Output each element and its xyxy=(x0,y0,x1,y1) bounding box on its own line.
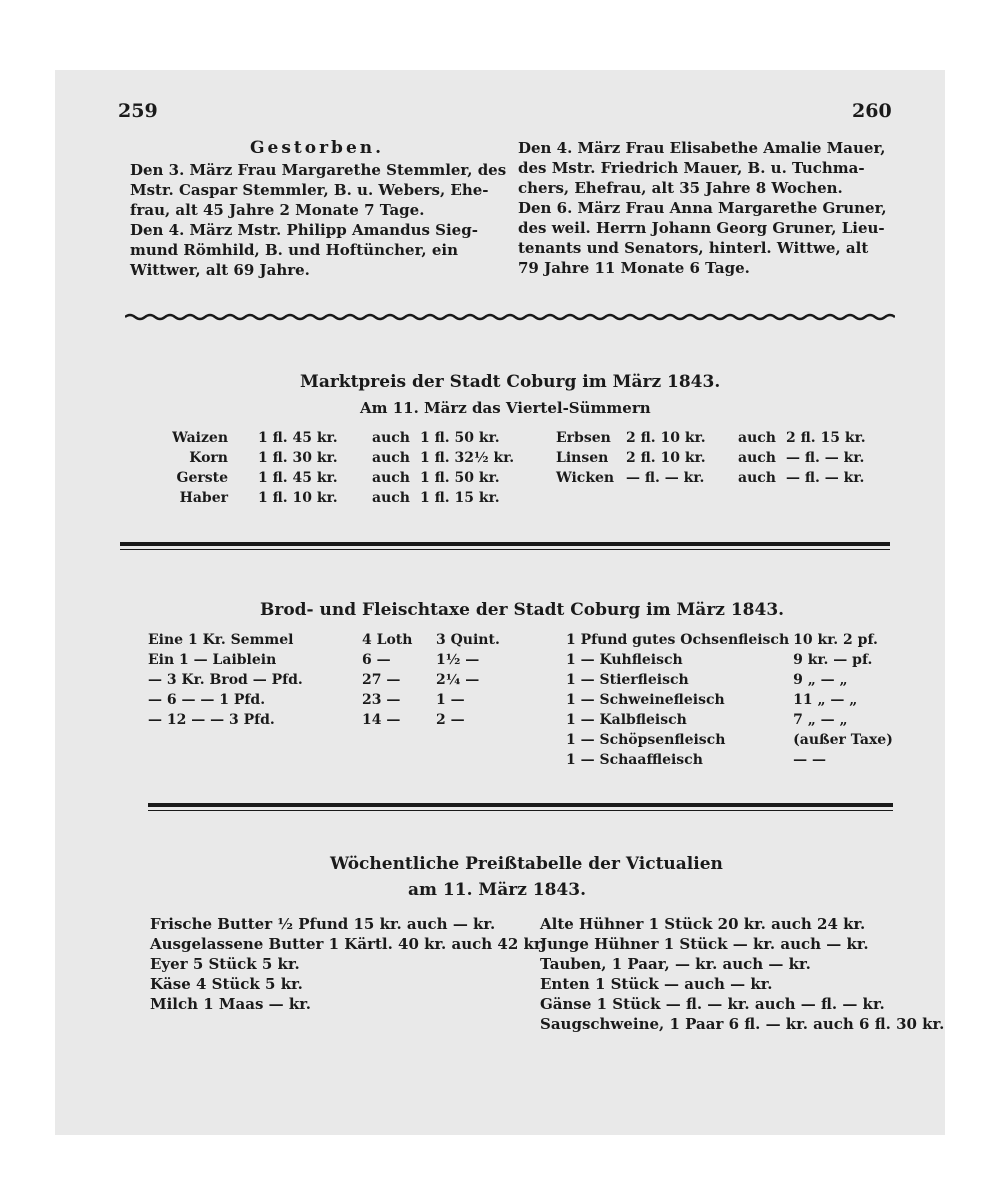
meat-item: 1 — Kalbfleisch xyxy=(566,712,687,728)
market-price-high: 1 fl. 50 kr. xyxy=(420,430,500,446)
bread-item: Eine 1 Kr. Semmel xyxy=(148,632,294,648)
victuals-right-line: Tauben, 1 Paar, — kr. auch — kr. xyxy=(540,955,811,973)
deaths-left-line: frau, alt 45 Jahre 2 Monate 7 Tage. xyxy=(130,201,425,219)
deaths-right-column xyxy=(518,138,887,278)
victuals-right-line: Enten 1 Stück — auch — kr. xyxy=(540,975,773,993)
meat-item: 1 — Schöpsenfleisch xyxy=(566,732,726,748)
meat-price: — — xyxy=(793,752,827,768)
table-row xyxy=(556,450,870,470)
market-price-high: 1 fl. 15 kr. xyxy=(420,490,500,506)
victuals-title: Wöchentliche Preißtabelle der Victualien xyxy=(330,854,723,874)
table-row xyxy=(170,450,518,470)
deaths-left-line: Den 4. März Mstr. Philipp Amandus Sieg- xyxy=(130,221,478,239)
bread-table xyxy=(148,632,504,732)
deaths-heading: Gestorben. xyxy=(250,138,385,158)
bread-loth: 23 — xyxy=(362,692,401,708)
deaths-left-line: Mstr. Caspar Stemmler, B. u. Webers, Ehe- xyxy=(130,181,489,199)
market-item: Haber xyxy=(179,490,228,506)
bread-item: — 3 Kr. Brod — Pfd. xyxy=(148,672,303,688)
market-auch: auch xyxy=(372,430,410,446)
thick-divider xyxy=(120,542,890,546)
table-row xyxy=(566,712,897,732)
meat-item: 1 — Kuhfleisch xyxy=(566,652,683,668)
table-row xyxy=(566,692,897,712)
meat-item: 1 — Schweinefleisch xyxy=(566,692,725,708)
deaths-right-line: des Mstr. Friedrich Mauer, B. u. Tuchma- xyxy=(518,159,865,177)
deaths-left-column xyxy=(130,160,506,280)
meat-item: 1 — Stierfleisch xyxy=(566,672,689,688)
thin-divider xyxy=(120,549,890,550)
market-price-low: 1 fl. 10 kr. xyxy=(258,490,338,506)
market-item: Korn xyxy=(189,450,228,466)
victuals-left-line: Käse 4 Stück 5 kr. xyxy=(150,975,303,993)
table-row xyxy=(566,752,897,772)
bread-loth: 27 — xyxy=(362,672,401,688)
deaths-left-line: Wittwer, alt 69 Jahre. xyxy=(130,261,310,279)
market-price-low: 1 fl. 45 kr. xyxy=(258,470,338,486)
wavy-divider xyxy=(125,313,895,321)
table-row xyxy=(566,732,897,752)
bread-item: — 6 — — 1 Pfd. xyxy=(148,692,266,708)
bread-loth: 4 Loth xyxy=(362,632,413,648)
market-auch: auch xyxy=(738,450,776,466)
table-row xyxy=(566,632,897,652)
market-grain-table xyxy=(170,430,518,510)
table-row xyxy=(170,490,518,510)
table-row xyxy=(170,470,518,490)
market-price-low: 2 fl. 10 kr. xyxy=(626,450,706,466)
deaths-right-line: chers, Ehefrau, alt 35 Jahre 8 Wochen. xyxy=(518,179,843,197)
market-price-high: — fl. — kr. xyxy=(786,470,865,486)
deaths-right-line: tenants und Senators, hinterl. Wittwe, alt xyxy=(518,239,869,257)
victuals-left-line: Milch 1 Maas — kr. xyxy=(150,995,311,1013)
market-auch: auch xyxy=(738,430,776,446)
market-item: Erbsen xyxy=(556,430,611,446)
meat-table xyxy=(566,632,897,772)
meat-item: 1 — Schaaffleisch xyxy=(566,752,703,768)
bread-quint: 2 — xyxy=(436,712,465,728)
deaths-right-line: 79 Jahre 11 Monate 6 Tage. xyxy=(518,259,750,277)
market-item: Linsen xyxy=(556,450,609,466)
market-title: Marktpreis der Stadt Coburg im März 1843. xyxy=(300,372,721,392)
victuals-left-column xyxy=(150,914,546,1014)
market-price-low: — fl. — kr. xyxy=(626,470,705,486)
market-item: Gerste xyxy=(176,470,228,486)
table-row xyxy=(556,430,870,450)
market-subtitle: Am 11. März das Viertel-Sümmern xyxy=(360,399,651,417)
deaths-left-line: mund Römhild, B. und Hoftüncher, ein xyxy=(130,241,458,259)
meat-price: 7 „ — „ xyxy=(793,712,848,728)
page-number-left: 259 xyxy=(118,100,158,122)
bread-item: Ein 1 — Laiblein xyxy=(148,652,277,668)
market-legumes-table xyxy=(556,430,870,490)
table-row xyxy=(556,470,870,490)
table-row xyxy=(148,652,504,672)
bread-loth: 14 — xyxy=(362,712,401,728)
meat-price: 9 „ — „ xyxy=(793,672,848,688)
table-row xyxy=(148,632,504,652)
market-auch: auch xyxy=(372,450,410,466)
market-auch: auch xyxy=(372,490,410,506)
meat-price: 10 kr. 2 pf. xyxy=(793,632,878,648)
victuals-left-line: Eyer 5 Stück 5 kr. xyxy=(150,955,300,973)
market-price-high: 1 fl. 32½ kr. xyxy=(420,450,515,466)
market-auch: auch xyxy=(738,470,776,486)
bread-quint: 2¼ — xyxy=(436,672,480,688)
table-row xyxy=(566,652,897,672)
market-price-low: 1 fl. 30 kr. xyxy=(258,450,338,466)
victuals-left-line: Frische Butter ½ Pfund 15 kr. auch — kr. xyxy=(150,915,496,933)
table-row xyxy=(148,672,504,692)
deaths-right-line: des weil. Herrn Johann Georg Gruner, Lieu- xyxy=(518,219,885,237)
page-number-right: 260 xyxy=(852,100,892,122)
deaths-right-line: Den 4. März Frau Elisabethe Amalie Mauer, xyxy=(518,139,886,157)
thick-divider xyxy=(148,803,893,807)
market-price-low: 2 fl. 10 kr. xyxy=(626,430,706,446)
bread-quint: 1½ — xyxy=(436,652,480,668)
table-row xyxy=(566,672,897,692)
meat-price: 9 kr. — pf. xyxy=(793,652,873,668)
victuals-date: am 11. März 1843. xyxy=(408,880,587,900)
market-price-high: 1 fl. 50 kr. xyxy=(420,470,500,486)
table-row xyxy=(170,430,518,450)
market-auch: auch xyxy=(372,470,410,486)
deaths-right-line: Den 6. März Frau Anna Margarethe Gruner, xyxy=(518,199,887,217)
meat-price: 11 „ — „ xyxy=(793,692,858,708)
meat-item: 1 Pfund gutes Ochsenfleisch xyxy=(566,632,790,648)
bread-quint: 1 — xyxy=(436,692,465,708)
market-price-low: 1 fl. 45 kr. xyxy=(258,430,338,446)
market-item: Wicken xyxy=(556,470,615,486)
market-item: Waizen xyxy=(172,430,228,446)
victuals-right-line: Saugschweine, 1 Paar 6 fl. — kr. auch 6 fl. 30 kr. xyxy=(540,1015,945,1033)
meat-price: (außer Taxe) xyxy=(793,732,893,748)
bread-title: Brod- und Fleischtaxe der Stadt Coburg im März 1843. xyxy=(260,600,785,620)
victuals-left-line: Ausgelassene Butter 1 Kärtl. 40 kr. auch 42 kr. xyxy=(150,935,546,953)
thin-divider xyxy=(148,810,893,811)
table-row xyxy=(148,712,504,732)
bread-item: — 12 — — 3 Pfd. xyxy=(148,712,275,728)
deaths-left-line: Den 3. März Frau Margarethe Stemmler, des xyxy=(130,161,507,179)
victuals-right-line: Gänse 1 Stück — fl. — kr. auch — fl. — kr. xyxy=(540,995,885,1013)
victuals-right-column xyxy=(540,914,944,1034)
table-row xyxy=(148,692,504,712)
market-price-high: 2 fl. 15 kr. xyxy=(786,430,866,446)
bread-loth: 6 — xyxy=(362,652,391,668)
victuals-right-line: Alte Hühner 1 Stück 20 kr. auch 24 kr. xyxy=(540,915,866,933)
bread-quint: 3 Quint. xyxy=(436,632,500,648)
market-price-high: — fl. — kr. xyxy=(786,450,865,466)
victuals-right-line: Junge Hühner 1 Stück — kr. auch — kr. xyxy=(540,935,869,953)
